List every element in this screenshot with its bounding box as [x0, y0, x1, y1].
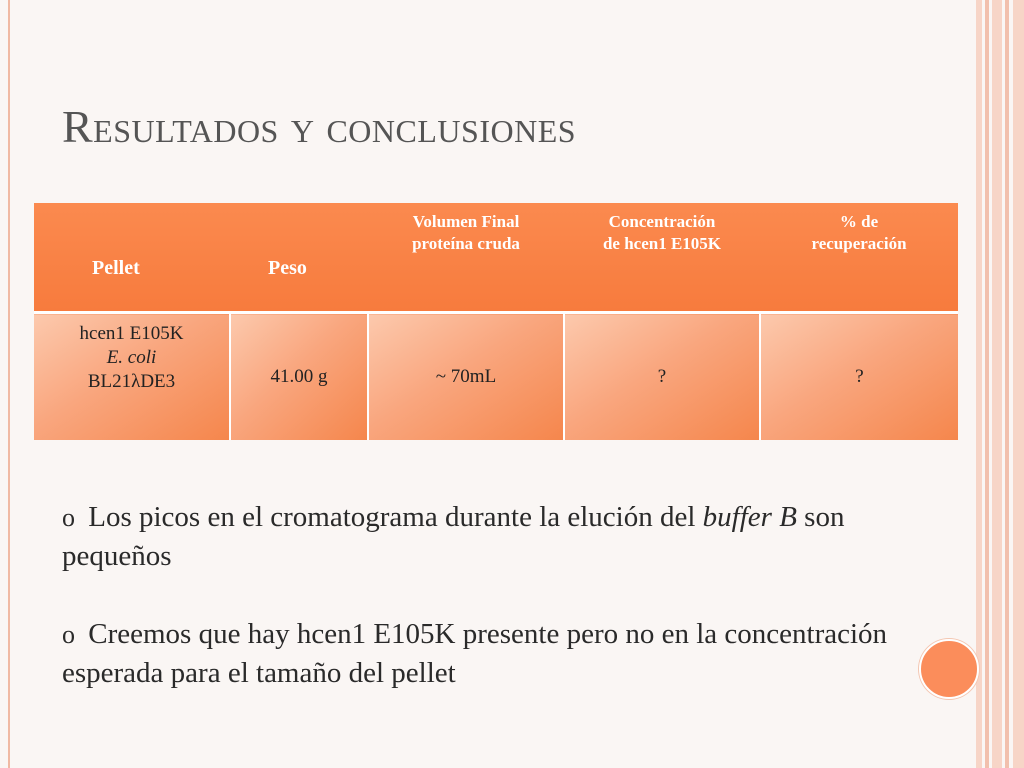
header-concentracion-line2: de hcen1 E105K [602, 234, 722, 253]
slide-title: Resultados y conclusiones [62, 101, 577, 152]
decorative-circle [919, 639, 979, 699]
conclusions-list [62, 498, 922, 732]
cell-peso: 41.00 g [230, 313, 368, 441]
results-table [34, 203, 958, 440]
bullet-item [62, 615, 922, 693]
left-margin-line [8, 0, 10, 768]
header-recuperacion [760, 203, 958, 313]
bullet-text-end: son pequeños [62, 501, 845, 572]
cell-volumen: ~ 70mL [368, 313, 564, 441]
cell-pellet [34, 313, 230, 441]
header-recuperacion-line2: recuperación [811, 234, 907, 253]
bullet-text: Los picos en el cromatograma durante la elución del [88, 501, 696, 533]
pellet-strain: hcen1 E105K [79, 323, 184, 344]
bullet-marker: o [62, 620, 75, 649]
header-volumen-line1: Volumen Final [412, 212, 520, 231]
cell-recuperacion: ? [760, 313, 958, 441]
cell-concentracion: ? [564, 313, 760, 441]
table-header-row [34, 203, 958, 313]
header-peso: Peso [230, 203, 368, 313]
header-pellet: Pellet [34, 203, 230, 313]
header-concentracion [564, 203, 760, 313]
bullet-marker: o [62, 503, 75, 532]
pellet-organism: E. coli [106, 347, 157, 368]
bullet-item [62, 498, 922, 576]
header-recuperacion-line1: % de [839, 212, 879, 231]
bullet-text: Creemos que hay hcen1 E105K presente pero no en la concentración esperada para el tamaño del pellet [62, 618, 888, 689]
right-decorative-stripes [976, 0, 1024, 768]
header-concentracion-line1: Concentración [608, 212, 716, 231]
bullet-italic-term: buffer B [702, 501, 797, 533]
header-volumen [368, 203, 564, 313]
header-volumen-line2: proteína cruda [412, 234, 520, 253]
pellet-cell-line: BL21λDE3 [87, 371, 176, 392]
table-row [34, 313, 958, 441]
